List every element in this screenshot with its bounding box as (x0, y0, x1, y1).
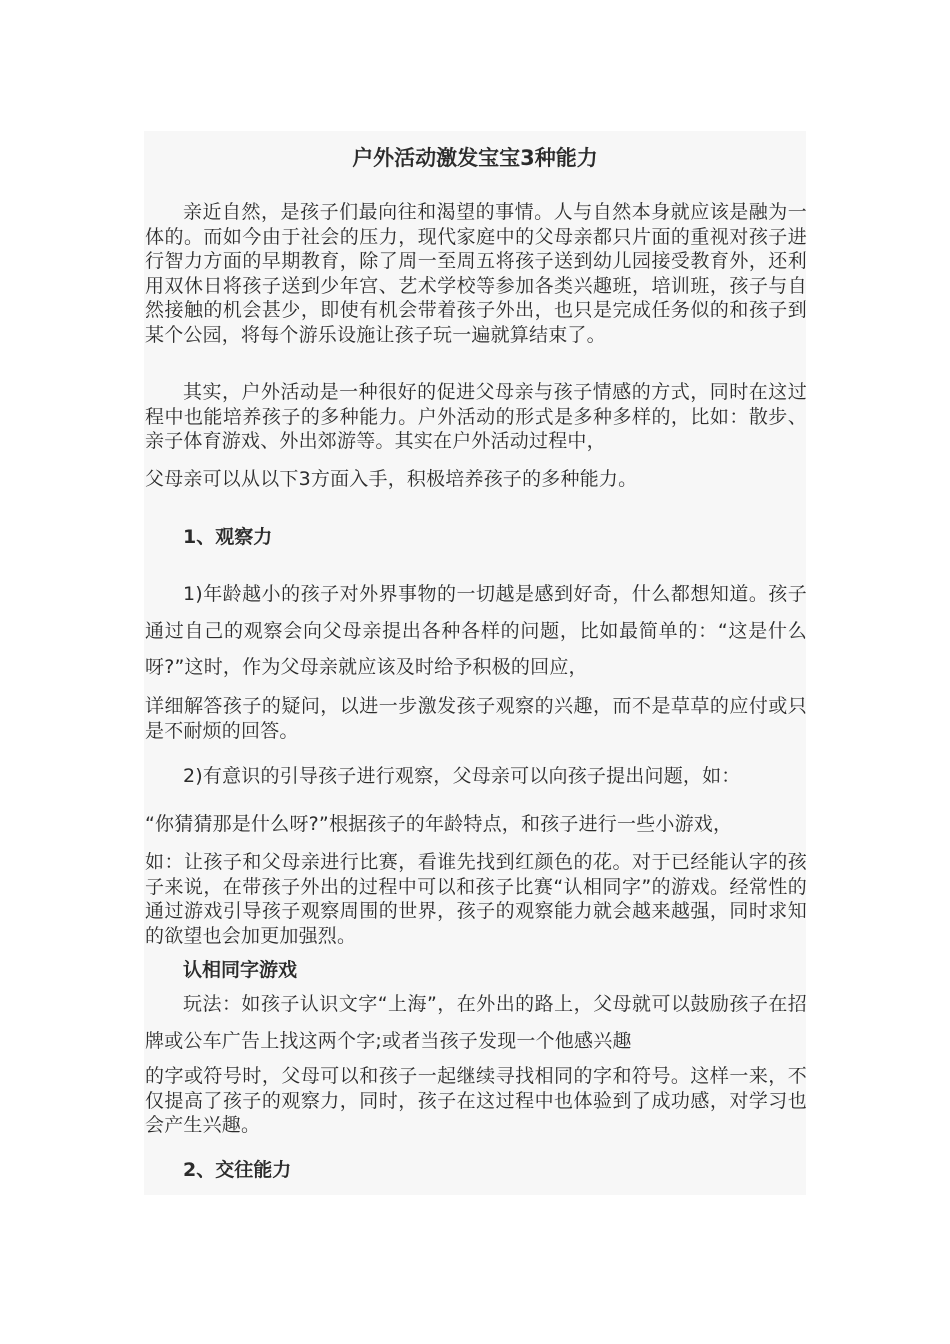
heading-observation: 1、观察力 (183, 526, 273, 548)
methods-paragraph-tail: 父母亲可以从以下3方面入手，积极培养孩子的多种能力。 (145, 468, 638, 490)
intro-paragraph: 亲近自然，是孩子们最向往和渴望的事情。人与自然本身就应该是融为一体的。而如今由于社会的压力，现代家庭中的父母亲都只片面的重视对孩子进行智力方面的早期教育，除了周一至周五将孩子送到幼儿园接受教育外，还利用双休日将孩子送到少年宫、艺术学校等参加各类兴趣班，培训班，孩子与自然接触的机会甚少，即使有机会带着孩子外出，也只是完成任务似的和孩子到某个公园，将每个游乐设施让孩子玩一遍就算结束了。 (145, 201, 807, 346)
game-rules-tail: 的字或符号时，父母可以和孩子一起继续寻找相同的字和符号。这样一来，不仅提高了孩子的观察力，同时，孩子在这过程中也体验到了成功感，对学习也会产生兴趣。 (145, 1065, 807, 1136)
methods-paragraph: 其实，户外活动是一种很好的促进父母亲与孩子情感的方式，同时在这过程中也能培养孩子的多种能力。户外活动的形式是多种多样的，比如：散步、亲子体育游戏、外出郊游等。其实在户外活动过程中， (145, 381, 807, 452)
heading-game: 认相同字游戏 (183, 959, 298, 981)
observation-point-1-tail: 详细解答孩子的疑问，以进一步激发孩子观察的兴趣，而不是草草的应付或只是不耐烦的回答。 (145, 695, 807, 742)
game-rules: 玩法：如孩子认识文字“上海”，在外出的路上，父母就可以鼓励孩子在招牌或公车广告上找这两个字;或者当孩子发现一个他感兴趣 (145, 993, 807, 1052)
observation-point-1: 1)年龄越小的孩子对外界事物的一切越是感到好奇，什么都想知道。孩子通过自己的观察会向父母亲提出各种各样的问题，比如最简单的：“这是什么呀?”这时，作为父母亲就应该及时给予积极的回应， (145, 583, 807, 678)
heading-social: 2、交往能力 (183, 1159, 292, 1181)
observation-point-2-tail: 如：让孩子和父母亲进行比赛，看谁先找到红颜色的花。对于已经能认字的孩子来说，在带孩子外出的过程中可以和孩子比赛“认相同字”的游戏。经常性的通过游戏引导孩子观察周围的世界，孩子的观察能力就会越来越强，同时求知的欲望也会加更加强烈。 (145, 851, 807, 947)
observation-point-2-quote: “你猜猜那是什么呀?”根据孩子的年龄特点，和孩子进行一些小游戏， (145, 813, 733, 835)
observation-point-2: 2)有意识的引导孩子进行观察，父母亲可以向孩子提出问题，如： (183, 765, 741, 787)
document-title: 户外活动激发宝宝3种能力 (352, 146, 598, 170)
